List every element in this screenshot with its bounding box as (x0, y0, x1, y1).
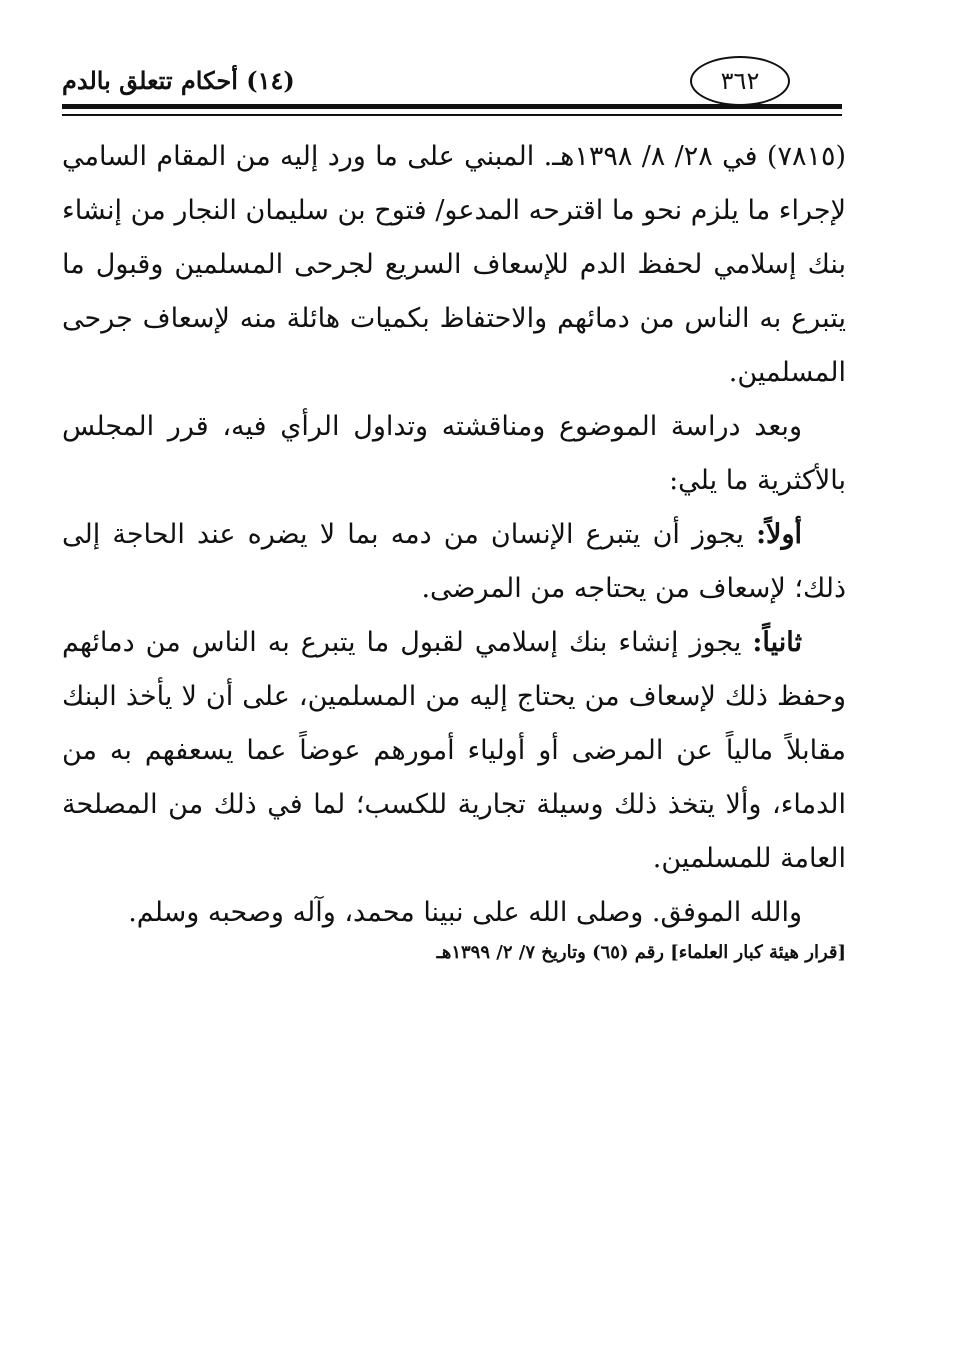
first-ruling-label: أولاً: (756, 519, 802, 550)
page-number: ٣٦٢ (690, 56, 790, 106)
paragraph-second-ruling (62, 616, 846, 886)
chapter-title: (١٤) أحكام تتعلق بالدم (62, 66, 295, 95)
paragraph-closing: والله الموفق. وصلى الله على نبينا محمد، وآله وصحبه وسلم. (128, 897, 802, 928)
second-ruling-label: ثانياً: (752, 627, 802, 658)
body-text (62, 130, 846, 940)
paragraph-council-decision: وبعد دراسة الموضوع ومناقشته وتداول الرأي فيه، قرر المجلس بالأكثرية ما يلي: (62, 411, 846, 496)
second-ruling-text: يجوز إنشاء بنك إسلامي لقبول ما يتبرع به الناس من دمائهم وحفظ ذلك لإسعاف من يحتاج إليه من المسلمين، على أن لا يأخذ البنك مقابلاً مالياً عن المرضى أو أولياء أمورهم عوضاً عما يسعفهم به من الدماء، وألا يتخذ ذلك وسيلة تجارية للكسب؛ لما في ذلك من المصلحة العامة للمسلمين. (62, 627, 846, 874)
header-rule-thick (62, 104, 842, 109)
first-ruling-text: يجوز أن يتبرع الإنسان من دمه بما لا يضره عند الحاجة إلى ذلك؛ لإسعاف من يحتاجه من المرضى. (62, 519, 846, 604)
paragraph-decision-reference: (٧٨١٥) في ٢٨/ ٨/ ١٣٩٨هـ. المبني على ما ورد إليه من المقام السامي لإجراء ما يلزم نحو ما اقترحه المدعو/ فتوح بن سليمان النجار من إنشاء بنك إسلامي لحفظ الدم للإسعاف السريع لجرحى المسلمين وقبول ما يتبرع به الناس من دمائهم والاحتفاظ بكميات هائلة منه لإسعاف جرحى المسلمين. (62, 141, 846, 388)
source-citation: [قرار هيئة كبار العلماء] رقم (٦٥) وتاريخ ٧/ ٢/ ١٣٩٩هـ (436, 942, 846, 963)
header-rule-thin (62, 114, 842, 116)
paragraph-first-ruling (62, 508, 846, 616)
